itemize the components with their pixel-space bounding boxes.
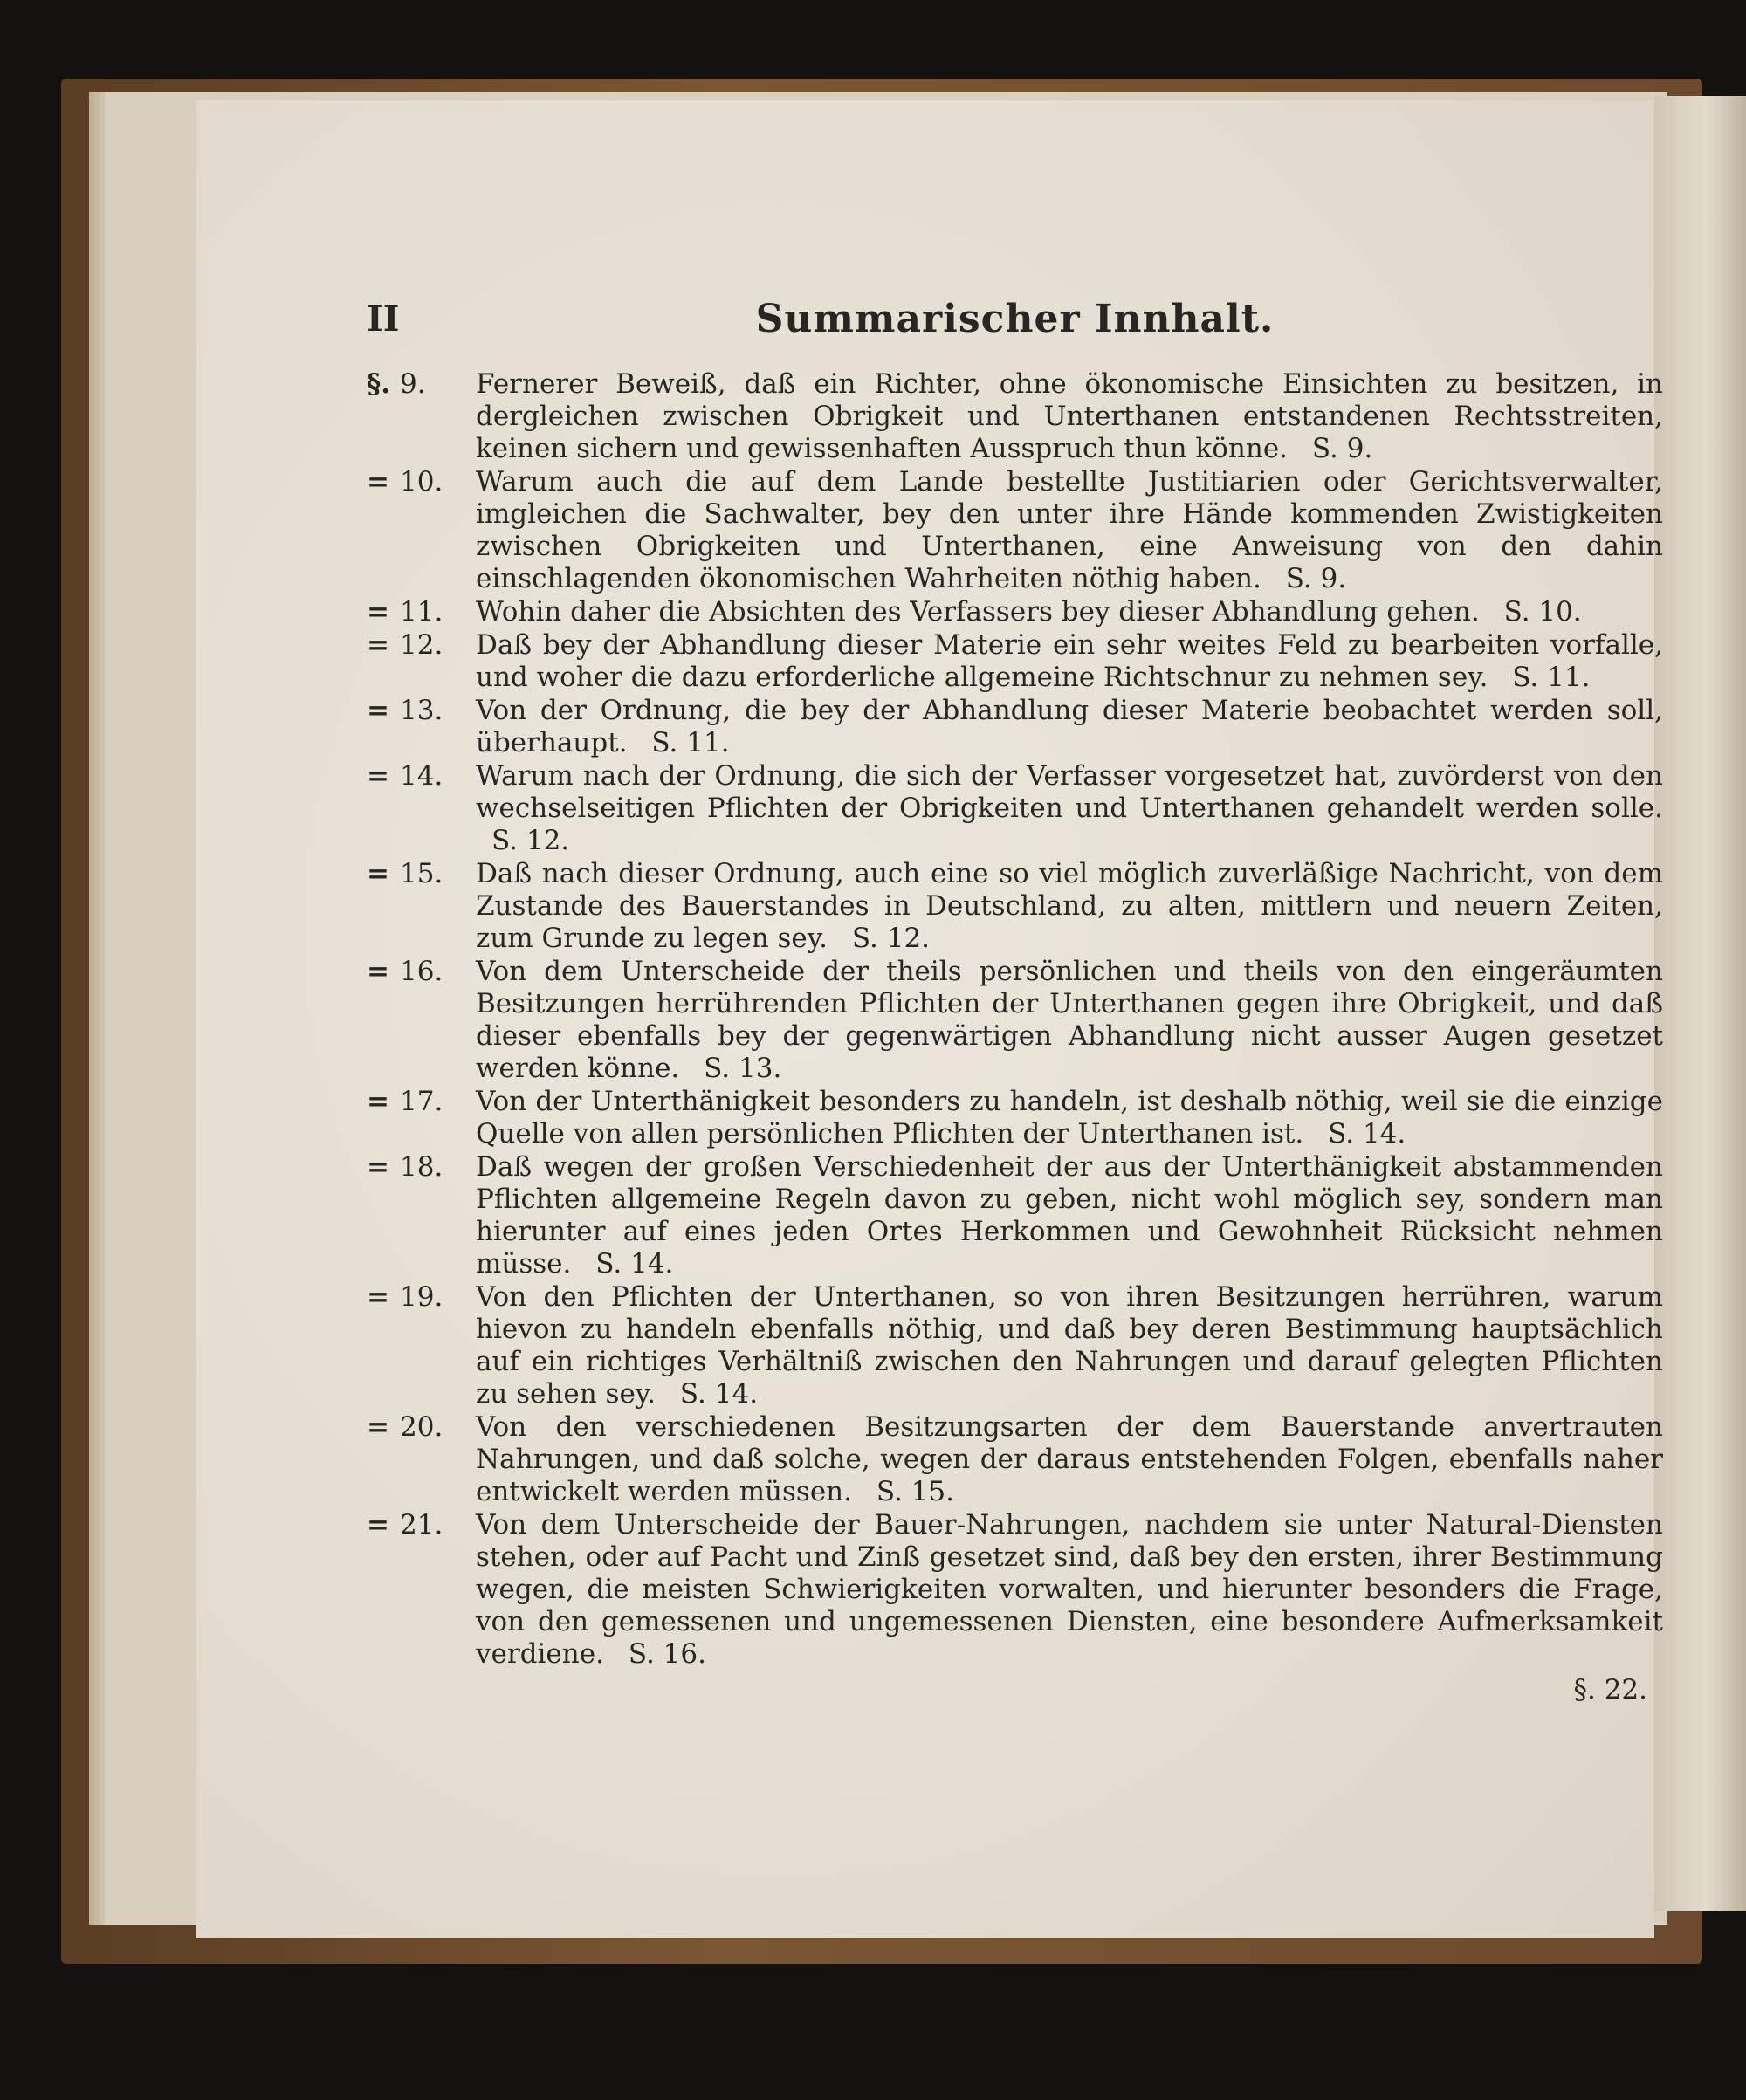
entry-number: 12. (400, 629, 443, 661)
contents-entry (367, 596, 1663, 628)
entry-page-ref: S. 11. (651, 727, 730, 758)
entry-text: Von dem Unterscheide der Bauer-Nahrungen, nachdem sie unter Natural-Diensten stehen, oder auf Pacht und Zinß gesetzet sind, daß bey den ersten, ihrer Bestimmung wegen, die meisten Schwierigkeiten vorwalten, und hierunter besonders die Frage, von den gemessenen und ungemessenen Diensten, eine besondere Aufmerksamkeit verdiene. (476, 1509, 1663, 1670)
running-head (367, 297, 1663, 367)
entry-text: Von der Ordnung, die bey der Abhandlung dieser Materie beobachtet werden soll, überhaupt. (476, 695, 1663, 758)
entry-text: Von den Pflichten der Unterthanen, so von ihren Besitzungen herrühren, warum hievon zu handeln ebenfalls nöthig, und daß bey deren Bestimmung hauptsächlich auf ein richtiges Verhältniß zwischen den Nahrungen und darauf gelegten Pflichten zu sehen sey. (476, 1281, 1663, 1410)
contents-entry (367, 1411, 1663, 1508)
contents-list (367, 368, 1663, 1671)
contents-entry (367, 1509, 1663, 1671)
contents-entry (367, 466, 1663, 595)
entry-number: 19. (400, 1281, 443, 1313)
page-content (367, 297, 1663, 1705)
entry-page-ref: S. 13. (704, 1053, 782, 1084)
entry-text: Von der Unterthänigkeit besonders zu handeln, ist deshalb nöthig, weil sie die einzige Quelle von allen persönlichen Pflichten der Unterthanen ist. (476, 1086, 1663, 1150)
contents-entry (367, 1281, 1663, 1410)
ditto-mark: = (367, 596, 389, 628)
contents-entry (367, 956, 1663, 1085)
page-edges-right (1654, 96, 1746, 1911)
entry-number: 14. (400, 760, 443, 792)
catchword: §. 22. (1573, 1674, 1647, 1705)
ditto-mark: = (367, 1411, 389, 1443)
entry-text: Daß nach dieser Ordnung, auch eine so viel möglich zuverläßige Nachricht, von dem Zustande des Bauerstandes in Deutschland, zu alten, mittlern und neuern Zeiten, zum Grunde zu legen sey. (476, 858, 1663, 954)
ditto-mark: = (367, 1151, 389, 1183)
entry-page-ref: S. 15. (876, 1476, 954, 1507)
contents-entry (367, 1151, 1663, 1280)
entry-page-ref: S. 9. (1311, 433, 1373, 464)
ditto-mark: = (367, 956, 389, 987)
page-number: II (367, 299, 400, 340)
ditto-mark: = (367, 760, 389, 792)
entry-page-ref: S. 14. (679, 1378, 759, 1410)
entry-page-ref: S. 12. (491, 825, 570, 856)
entry-number: 20. (400, 1411, 443, 1443)
entry-text: Von dem Unterscheide der theils persönlichen und theils von den eingeräumten Besitzungen herrührenden Pflichten der Unterthanen gegen ihre Obrigkeit, und daß dieser ebenfalls bey der gegenwärtigen Abhandlung nicht ausser Augen gesetzet werden könne. (476, 956, 1663, 1084)
book-page (196, 100, 1663, 1938)
entry-page-ref: S. 11. (1512, 662, 1591, 693)
entry-number: 13. (400, 695, 443, 726)
entry-text: Warum auch die auf dem Lande bestellte Justitiarien oder Gerichtsverwalter, imgleichen die Sachwalter, bey den unter ihre Hände kommenden Zwistigkeiten zwischen Obrigkeiten und Unterthanen, eine Anweisung von den dahin einschlagenden ökonomischen Wahrheiten nöthig haben. (476, 466, 1663, 594)
entry-number: 17. (400, 1086, 443, 1117)
entry-text: Daß wegen der großen Verschiedenheit der aus der Unterthänigkeit abstammenden Pflichten allgemeine Regeln davon zu geben, nicht wohl möglich sey, sondern man hierunter auf eines jeden Ortes Herkommen und Gewohnheit Rücksicht nehmen müsse. (476, 1151, 1663, 1280)
ditto-mark: = (367, 1281, 389, 1313)
entry-number: 16. (400, 956, 443, 987)
ditto-mark: = (367, 466, 389, 498)
entry-page-ref: S. 12. (851, 923, 931, 954)
entry-page-ref: S. 16. (628, 1638, 706, 1670)
entry-page-ref: S. 14. (1328, 1118, 1406, 1150)
ditto-mark: = (367, 695, 389, 726)
ditto-mark: = (367, 858, 389, 889)
entry-number: 10. (400, 466, 443, 498)
entry-number: 18. (400, 1151, 443, 1183)
entry-number: 9. (400, 368, 426, 400)
contents-entry (367, 695, 1663, 759)
entry-number: 11. (400, 596, 443, 628)
section-mark: §. (367, 368, 391, 400)
contents-entry (367, 858, 1663, 955)
ditto-mark: = (367, 629, 389, 661)
entry-number: 15. (400, 858, 443, 889)
entry-text: Warum nach der Ordnung, die sich der Verfasser vorgesetzet hat, zuvörderst von den wechselseitigen Pflichten der Obrigkeiten und Unterthanen gehandelt werden solle. (476, 760, 1663, 824)
entry-text: Von den verschiedenen Besitzungsarten der dem Bauerstande anvertrauten Nahrungen, und daß solche, wegen der daraus entstehenden Folgen, ebenfalls naher entwickelt werden müssen. (476, 1411, 1663, 1507)
entry-page-ref: S. 14. (595, 1248, 674, 1280)
ditto-mark: = (367, 1509, 389, 1541)
page-title: Summarischer Innhalt. (755, 297, 1275, 341)
ditto-mark: = (367, 1086, 389, 1117)
entry-page-ref: S. 9. (1285, 563, 1347, 594)
entry-text: Fernerer Beweiß, daß ein Richter, ohne ökonomische Einsichten zu besitzen, in dergleichen zwischen Obrigkeit und Unterthanen entstandenen Rechtsstreiten, keinen sichern und gewissenhaften Ausspruch thun könne. (476, 368, 1663, 464)
entry-text: Daß bey der Abhandlung dieser Materie ein sehr weites Feld zu bearbeiten vorfalle, und woher die dazu erforderliche allgemeine Richtschnur zu nehmen sey. (476, 629, 1663, 693)
contents-entry (367, 1086, 1663, 1150)
entry-number: 21. (400, 1509, 443, 1541)
contents-entry (367, 760, 1663, 857)
entry-page-ref: S. 10. (1503, 596, 1582, 628)
contents-entry (367, 368, 1663, 465)
entry-text: Wohin daher die Absichten des Verfassers bey dieser Abhandlung gehen. (476, 596, 1480, 628)
contents-entry (367, 629, 1663, 694)
